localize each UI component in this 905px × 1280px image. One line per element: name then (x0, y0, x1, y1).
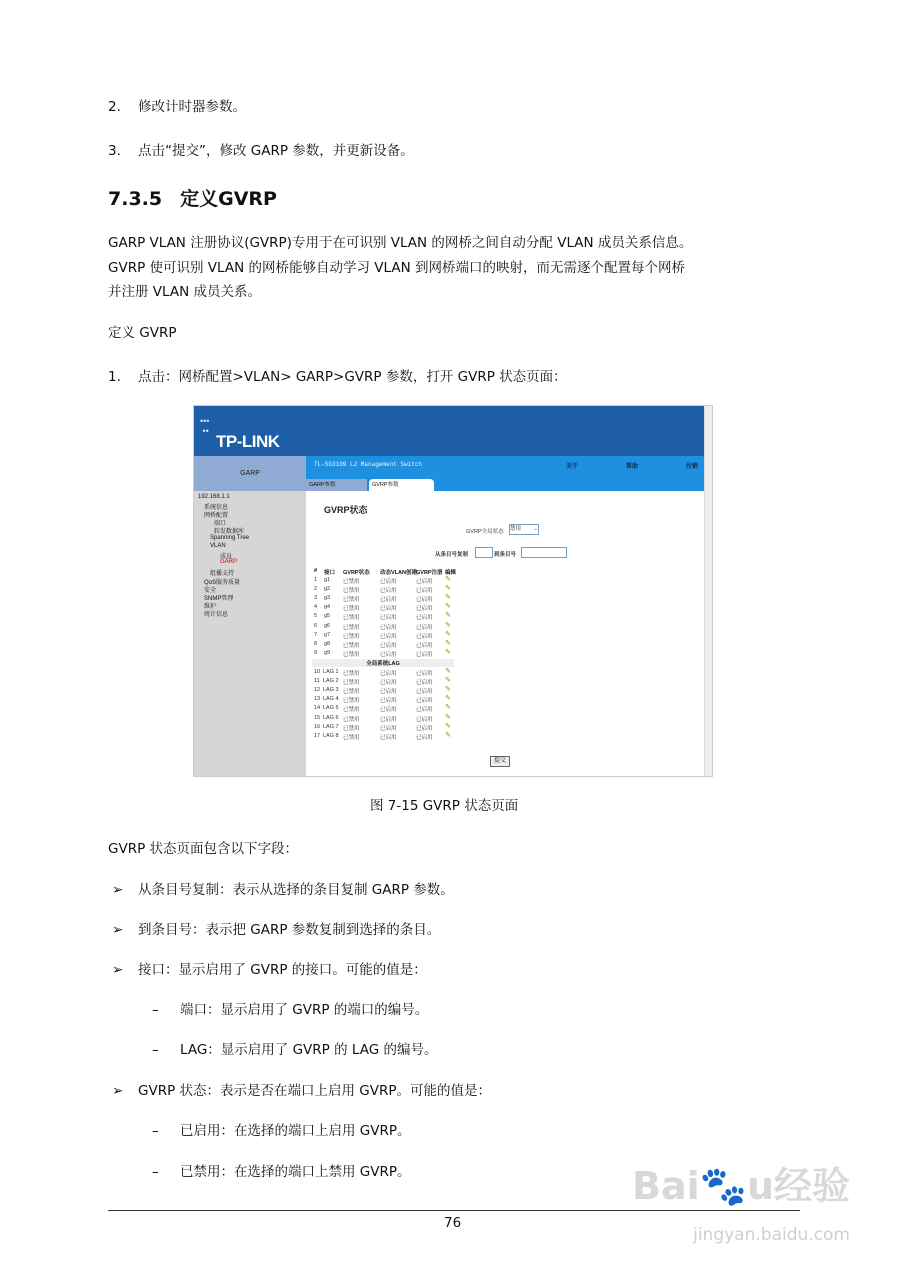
status-value: 已启用 (416, 716, 433, 723)
section-number: 7.3.5 (108, 188, 163, 210)
status-value: 已启用 (380, 615, 397, 622)
chevron-down-icon: ⌄ (533, 526, 538, 532)
nav-tree-item[interactable]: 成员 (220, 554, 233, 560)
row-interface: g5 (324, 613, 331, 620)
step-text: 修改计时器参数。 (138, 99, 246, 115)
row-index: 14 (314, 705, 321, 712)
row-index: 12 (314, 687, 321, 694)
footer-divider (108, 1210, 800, 1211)
status-value: 已启用 (416, 698, 433, 705)
status-value: 已启用 (380, 579, 397, 585)
figure-caption: 图 7-15 GVRP 状态页面 (370, 798, 519, 814)
status-value: 已启用 (416, 651, 433, 658)
status-value: 已禁用 (343, 624, 360, 631)
column-header: 编辑 (445, 570, 457, 576)
copy-to-label: 到条目号 (494, 552, 517, 558)
nav-tree-item[interactable]: GARP (220, 559, 238, 565)
watermark-url: jingyan.baidu.com (693, 1225, 850, 1245)
field-text: GVRP 状态：表示是否在端口上启用 GVRP。可能的值是： (138, 1083, 492, 1099)
field-text: 已启用：在选择的端口上启用 GVRP。 (180, 1123, 411, 1139)
row-interface: LAG 5 (323, 705, 339, 712)
status-value: 已启用 (380, 671, 397, 677)
dash-bullet-icon: – (152, 1123, 159, 1139)
column-header: GVRP注册 (416, 570, 443, 576)
dash-bullet-icon: – (152, 1002, 159, 1018)
status-value: 已启用 (416, 633, 433, 640)
nav-tree-item[interactable]: 端口 (214, 521, 227, 527)
tp-link-logo: TP-LINK (216, 432, 280, 451)
header-banner (194, 406, 704, 456)
step-number: 1. (108, 369, 121, 385)
row-interface: g2 (324, 586, 331, 593)
column-header: GVRP状态 (343, 570, 370, 576)
field-text: 到条目号：表示把 GARP 参数复制到选择的条目。 (138, 922, 441, 938)
help-link[interactable]: 帮助 (626, 464, 639, 470)
switch-title: TL-SG3109 L2 Management Switch (314, 461, 423, 468)
field-text: 端口：显示启用了 GVRP 的端口的编号。 (180, 1002, 429, 1018)
status-value: 已启用 (416, 597, 433, 604)
edit-pencil-icon[interactable]: ✎ (445, 722, 451, 730)
status-value: 已禁用 (343, 651, 360, 658)
status-value: 已禁用 (343, 579, 360, 585)
row-index: 9 (314, 649, 318, 656)
status-value: 已启用 (380, 680, 397, 687)
step-2 (108, 98, 246, 116)
column-header: # (314, 568, 318, 574)
copy-from-input[interactable] (475, 547, 493, 558)
step-number: 3. (108, 143, 121, 159)
edit-pencil-icon[interactable]: ✎ (445, 695, 451, 703)
status-value: 已启用 (416, 624, 433, 631)
fields-intro: GVRP 状态页面包含以下字段： (108, 841, 299, 857)
row-interface: g4 (324, 604, 331, 611)
edit-pencil-icon[interactable]: ✎ (445, 612, 451, 620)
status-value: 已启用 (416, 588, 433, 595)
edit-pencil-icon[interactable]: ✎ (445, 630, 451, 638)
status-value: 已禁用 (343, 698, 360, 705)
arrow-bullet-icon: ➢ (112, 922, 124, 938)
status-value: 已启用 (416, 642, 433, 649)
arrow-bullet-icon: ➢ (112, 962, 124, 978)
status-value: 已启用 (380, 588, 397, 595)
submit-button[interactable]: 提交 (490, 756, 510, 767)
status-value: 已启用 (416, 671, 433, 677)
status-value: 已禁用 (343, 725, 360, 732)
status-value: 已启用 (416, 606, 433, 613)
row-interface: LAG 3 (323, 687, 339, 694)
step-3 (108, 142, 414, 160)
row-interface: g6 (324, 622, 331, 629)
row-index: 15 (314, 714, 321, 721)
intro-line: 并注册 VLAN 成员关系。 (108, 284, 261, 300)
row-index: 13 (314, 696, 321, 703)
row-interface: g9 (324, 649, 331, 656)
row-index: 4 (314, 604, 318, 611)
define-label: 定义 GVRP (108, 325, 177, 341)
global-status-value: 禁用 (510, 526, 522, 532)
edit-pencil-icon[interactable]: ✎ (445, 704, 451, 712)
scrollbar[interactable] (704, 406, 713, 776)
section-title: 定义GVRP (180, 188, 277, 210)
intro-line: GARP VLAN 注册协议(GVRP)专用于在可识别 VLAN 的网桥之间自动分配 VLAN 成员关系信息。 (108, 235, 693, 251)
section-heading (108, 184, 277, 211)
row-index: 16 (314, 723, 321, 730)
status-value: 已启用 (416, 689, 433, 696)
field-text: LAG：显示启用了 GVRP 的 LAG 的编号。 (180, 1042, 438, 1058)
field-text: 已禁用：在选择的端口上禁用 GVRP。 (180, 1164, 411, 1180)
step-text: 点击“提交”，修改 GARP 参数，并更新设备。 (138, 143, 414, 159)
status-value: 已启用 (380, 698, 397, 705)
nav-tree-item[interactable]: 组播支持 (210, 571, 235, 577)
status-value: 已启用 (380, 716, 397, 723)
row-index: 1 (314, 577, 318, 583)
copy-to-input[interactable] (521, 547, 567, 558)
edit-pencil-icon[interactable]: ✎ (445, 731, 451, 739)
status-value: 已启用 (416, 734, 433, 741)
status-value: 已禁用 (343, 689, 360, 696)
status-value: 已启用 (380, 734, 397, 741)
step-text: 点击：网桥配置>VLAN> GARP>GVRP 参数，打开 GVRP 状态页面： (138, 369, 567, 385)
field-text: 接口：显示启用了 GVRP 的接口。可能的值是： (138, 962, 427, 978)
copy-from-label: 从条目号复制 (435, 552, 469, 558)
edit-pencil-icon[interactable]: ✎ (445, 639, 451, 647)
status-value: 已禁用 (343, 606, 360, 613)
edit-pencil-icon[interactable]: ✎ (445, 585, 451, 593)
main-panel (306, 491, 704, 776)
status-value: 已启用 (380, 651, 397, 658)
row-interface: LAG 2 (323, 678, 339, 685)
nav-tree-item[interactable]: QoS服务质量 (204, 580, 241, 586)
edit-pencil-icon[interactable]: ✎ (445, 713, 451, 721)
nav-tree (194, 491, 306, 776)
row-index: 10 (314, 669, 321, 675)
nav-tree-item[interactable]: 安全 (204, 588, 217, 594)
logo-dots-icon: ••• •• (200, 416, 210, 436)
arrow-bullet-icon: ➢ (112, 1083, 124, 1099)
global-status-select[interactable] (509, 524, 539, 535)
row-index: 8 (314, 640, 318, 647)
nav-tree-item[interactable]: 维护 (204, 604, 217, 610)
status-value: 已禁用 (343, 734, 360, 741)
field-text: 从条目号复制：表示从选择的条目复制 GARP 参数。 (138, 882, 454, 898)
intro-line: GVRP 使可识别 VLAN 的网桥能够自动学习 VLAN 到网桥端口的映射，而无需逐个配置每个网桥 (108, 260, 685, 276)
row-interface: LAG 7 (323, 723, 339, 730)
row-index: 3 (314, 595, 318, 602)
status-value: 已启用 (416, 725, 433, 732)
arrow-bullet-icon: ➢ (112, 882, 124, 898)
row-interface: LAG 8 (323, 732, 339, 739)
edit-pencil-icon[interactable]: ✎ (445, 621, 451, 629)
row-interface: g8 (324, 640, 331, 647)
status-value: 已启用 (380, 707, 397, 714)
dash-bullet-icon: – (152, 1042, 159, 1058)
row-index: 11 (314, 678, 320, 685)
row-index: 6 (314, 622, 318, 629)
status-value: 已启用 (380, 642, 397, 649)
edit-pencil-icon[interactable]: ✎ (445, 648, 451, 656)
status-value: 已禁用 (343, 588, 360, 595)
status-value: 已禁用 (343, 642, 360, 649)
edit-pencil-icon[interactable]: ✎ (445, 677, 451, 685)
logout-link[interactable]: 注销 (686, 464, 699, 470)
row-interface: LAG 6 (323, 714, 339, 721)
nav-tree-item[interactable]: 系统信息 (204, 505, 229, 511)
column-header: 动态VLAN创建 (380, 570, 417, 576)
nav-tree-item[interactable]: VLAN (210, 543, 226, 549)
baidu-watermark-logo: Bai🐾u经验 (632, 1164, 850, 1208)
row-index: 2 (314, 586, 318, 593)
edit-pencil-icon[interactable]: ✎ (445, 603, 451, 611)
status-value: 已禁用 (343, 707, 360, 714)
status-value: 已禁用 (343, 671, 360, 677)
nav-tree-item[interactable]: Spanning Tree (210, 535, 250, 541)
dash-bullet-icon: – (152, 1164, 159, 1180)
edit-pencil-icon[interactable]: ✎ (445, 594, 451, 602)
nav-tree-item[interactable]: 统计信息 (204, 612, 229, 618)
row-interface: g1 (324, 577, 331, 583)
status-value: 已启用 (380, 633, 397, 640)
status-value: 已启用 (380, 689, 397, 696)
row-interface: LAG 1 (323, 669, 339, 675)
edit-pencil-icon[interactable]: ✎ (445, 668, 451, 675)
status-value: 已启用 (380, 725, 397, 732)
row-index: 17 (314, 732, 321, 739)
row-index: 7 (314, 631, 318, 638)
nav-tree-item[interactable]: 192.168.1.1 (198, 494, 230, 500)
status-value: 已启用 (416, 579, 433, 585)
step-number: 2. (108, 99, 121, 115)
page-title: GVRP状态 (324, 505, 368, 515)
row-interface: g3 (324, 595, 331, 602)
page-number: 76 (444, 1215, 462, 1231)
nav-tree-item[interactable]: 转发数据库 (214, 529, 245, 535)
status-value: 已启用 (416, 680, 433, 687)
row-index: 5 (314, 613, 318, 620)
about-link[interactable]: 关于 (566, 464, 579, 470)
row-interface: g7 (324, 631, 331, 638)
gvrp-screenshot (193, 405, 713, 777)
step-1 (108, 368, 567, 386)
status-value: 已禁用 (343, 633, 360, 640)
status-value: 已禁用 (343, 680, 360, 687)
status-value: 已启用 (416, 707, 433, 714)
row-interface: LAG 4 (323, 696, 339, 703)
lag-section-header: 全局系统LAG (312, 659, 454, 667)
status-value: 已禁用 (343, 615, 360, 622)
left-title: GARP (194, 456, 306, 491)
status-value: 已禁用 (343, 716, 360, 723)
status-value: 已启用 (380, 624, 397, 631)
edit-pencil-icon[interactable]: ✎ (445, 686, 451, 694)
column-header: 接口 (324, 570, 336, 576)
nav-tree-item[interactable]: SNMP管理 (204, 596, 234, 602)
tab-gvrp-params[interactable]: GVRP参数 (369, 479, 434, 491)
global-status-label: GVRP全局状态 (466, 529, 504, 535)
status-value: 已启用 (380, 606, 397, 613)
edit-pencil-icon[interactable]: ✎ (445, 576, 451, 583)
status-value: 已启用 (416, 615, 433, 622)
nav-tree-item[interactable]: 网桥配置 (204, 513, 229, 519)
status-value: 已禁用 (343, 597, 360, 604)
status-value: 已启用 (380, 597, 397, 604)
tab-garp-params[interactable]: GARP参数 (306, 479, 367, 491)
